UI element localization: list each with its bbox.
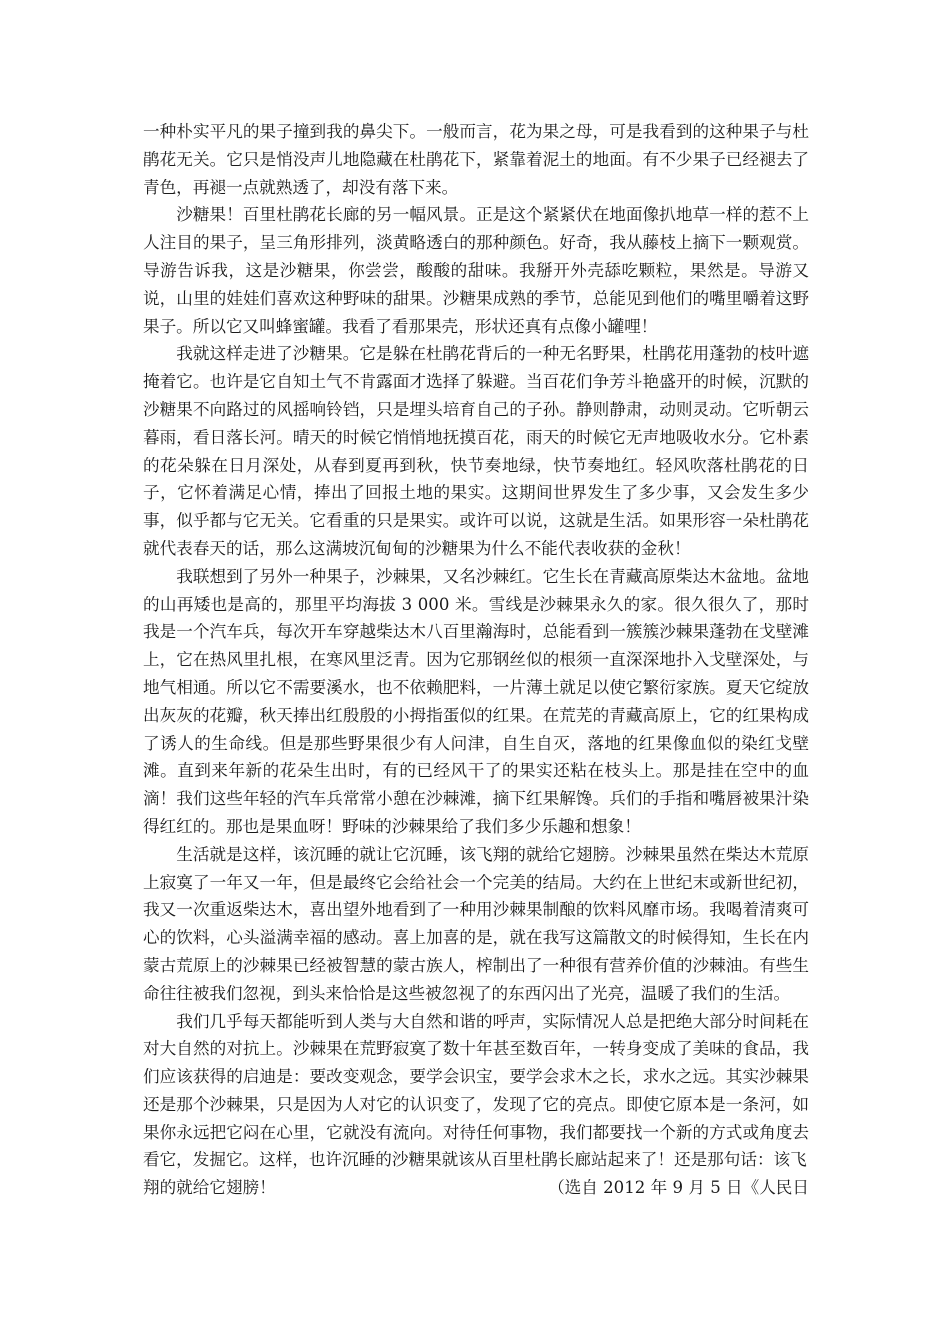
source-citation: （选自 2012 年 9 月 5 日《人民日 (548, 1178, 809, 1198)
closing-sentence: 翔的就给它翅膀！ (143, 1178, 276, 1198)
paragraph-4: 我联想到了另外一种果子，沙棘果，又名沙棘红。它生长在青藏高原柴达木盆地。盆地的山再矮也是高的，那里平均海拔 3 000 米。雪线是沙棘果永久的家。很久很久了，那时我是一个汽车兵，每次开车穿越柴达木八百里瀚海时，总能看到一簇簇沙棘果蓬勃在戈壁滩上，它在热风里扎根，在寒风里泛青。因为它那钢丝似的根须一直深深地扑入戈壁深处，与地气相通。所以它不需要溪水，也不依赖肥料，一片薄土就足以使它繁衍家族。夏天它绽放出灰灰的花瓣，秋天捧出红殷殷的小拇指蛋似的红果。在荒芜的青藏高原上，它的红果构成了诱人的生命线。但是那些野果很少有人问津，自生自灭，落地的红果像血似的染红戈壁滩。直到来年新的花朵生出时，有的已经风干了的果实还粘在枝头上。那是挂在空中的血滴！我们这些年轻的汽车兵常常小憩在沙棘滩，摘下红果解馋。兵们的手指和嘴唇被果汁染得红红的。那也是果血呀！野味的沙棘果给了我们多少乐趣和想象！ (143, 566, 809, 836)
paragraph-1: 一种朴实平凡的果子撞到我的鼻尖下。一般而言，花为果之母，可是我看到的这种果子与杜鹃花无关。它只是悄没声儿地隐藏在杜鹃花下，紧靠着泥土的地面。有不少果子已经褪去了青色，再褪一点就熟透了，却没有落下来。 (143, 122, 809, 197)
paragraph-6: 我们几乎每天都能听到人类与大自然和谐的呼声，实际情况人总是把绝大部分时间耗在对大自然的对抗上。沙棘果在荒野寂寞了数十年甚至数百年，一转身变成了美味的食品，我们应该获得的启迪是：要改变观念，要学会识宝，要学会求木之长，求水之远。其实沙棘果还是那个沙棘果，只是因为人对它的认识变了，发现了它的亮点。即使它原本是一条河，如果你永远把它闷在心里，它就没有流向。对待任何事物，我们都要找一个新的方式或角度去看它，发掘它。这样，也许沉睡的沙糖果就该从百里杜鹃长廊站起来了！还是那句话：该飞 (143, 1011, 809, 1170)
paragraph-2: 沙糖果！百里杜鹃花长廊的另一幅风景。正是这个紧紧伏在地面像扒地草一样的惹不上人注目的果子，呈三角形排列，淡黄略透白的那种颜色。好奇，我从藤枝上摘下一颗观赏。导游告诉我，这是沙糖果，你尝尝，酸酸的甜味。我掰开外壳舔吃颗粒，果然是。导游又说，山里的娃娃们喜欢这种野味的甜果。沙糖果成熟的季节，总能见到他们的嘴里嚼着这野果子。所以它又叫蜂蜜罐。我看了看那果壳，形状还真有点像小罐哩！ (143, 205, 809, 336)
paragraph-3: 我就这样走进了沙糖果。它是躲在杜鹃花背后的一种无名野果，杜鹃花用蓬勃的枝叶遮掩着它。也许是它自知土气不肯露面才选择了躲避。当百花们争芳斗艳盛开的时候，沉默的沙糖果不向路过的风摇响铃铛，只是埋头培育自己的子孙。静则静肃，动则灵动。它听朝云暮雨，看日落长河。晴天的时候它悄悄地抚摸百花，雨天的时候它无声地吸收水分。它朴素的花朵躲在日月深处，从春到夏再到秋，快节奏地绿，快节奏地红。轻风吹落杜鹃花的日子，它怀着满足心情，捧出了回报土地的果实。这期间世界发生了多少事，又会发生多少事，似乎都与它无关。它看重的只是果实。或许可以说，这就是生活。如果形容一朵杜鹃花就代表春天的话，那么这满坡沉甸甸的沙糖果为什么不能代表收获的金秋！ (143, 344, 809, 558)
article-body (143, 118, 809, 1202)
closing-line (143, 1174, 809, 1202)
paragraph-5: 生活就是这样，该沉睡的就让它沉睡，该飞翔的就给它翅膀。沙棘果虽然在柴达木荒原上寂寞了一年又一年，但是最终它会给社会一个完美的结局。大约在上世纪末或新世纪初，我又一次重返柴达木，喜出望外地看到了一种用沙棘果制酿的饮料风靡市场。我喝着清爽可心的饮料，心头溢满幸福的感动。喜上加喜的是，就在我写这篇散文的时候得知，生长在内蒙古荒原上的沙棘果已经被智慧的蒙古族人，榨制出了一种很有营养价值的沙棘油。有些生命往往被我们忽视，到头来恰恰是这些被忽视了的东西闪出了光亮，温暖了我们的生活。 (143, 844, 809, 1003)
